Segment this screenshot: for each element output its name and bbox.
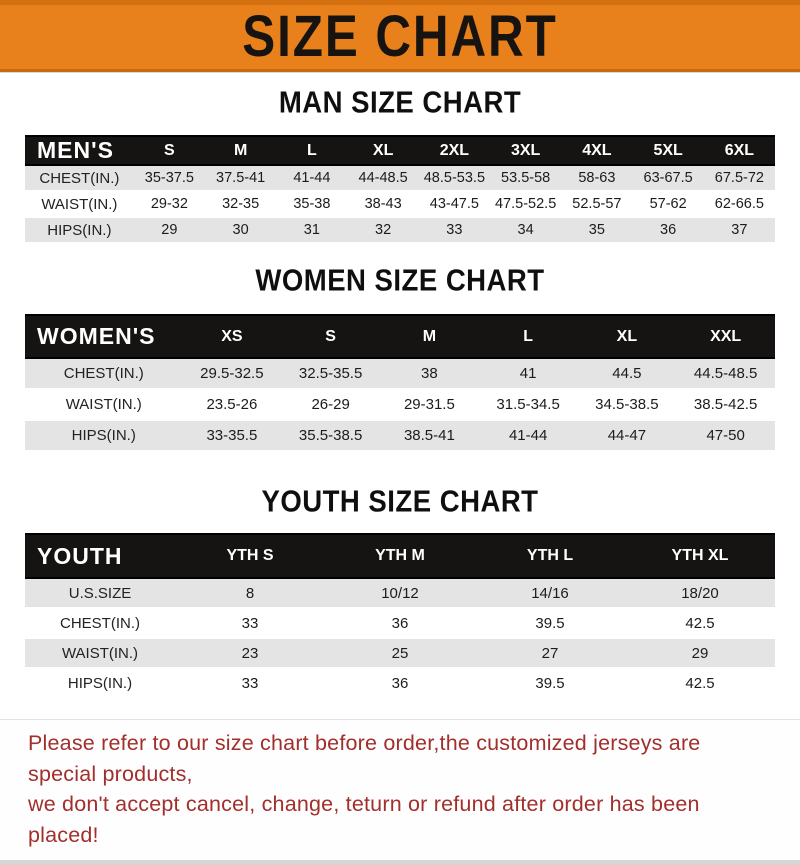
size-value-cell: 23.5-26 — [183, 390, 282, 421]
size-value-cell: 38 — [380, 359, 479, 390]
size-value-cell: 38.5-41 — [380, 421, 479, 452]
row-label: U.S.SIZE — [25, 579, 175, 609]
size-value-cell: 33 — [175, 669, 325, 699]
men-size-table — [25, 135, 775, 244]
table-row — [25, 359, 775, 390]
size-value-cell: 44-48.5 — [348, 166, 419, 192]
size-value-cell: 31.5-34.5 — [479, 390, 578, 421]
column-header: YTH S — [175, 533, 325, 579]
size-value-cell: 32-35 — [205, 192, 276, 218]
size-value-cell: 43-47.5 — [419, 192, 490, 218]
size-value-cell: 36 — [325, 669, 475, 699]
size-value-cell: 18/20 — [625, 579, 775, 609]
size-value-cell: 38-43 — [348, 192, 419, 218]
section-youth — [0, 486, 800, 699]
table-row — [25, 166, 775, 192]
size-value-cell: 35 — [561, 218, 632, 244]
table-row — [25, 609, 775, 639]
banner — [0, 0, 800, 72]
footer-note — [0, 719, 800, 865]
size-value-cell: 29 — [625, 639, 775, 669]
table-header-row — [25, 314, 775, 359]
men-section-title: MAN SIZE CHART — [278, 86, 522, 120]
table-row — [25, 421, 775, 452]
size-value-cell: 42.5 — [625, 609, 775, 639]
column-header: XXL — [676, 314, 775, 359]
column-header: L — [479, 314, 578, 359]
section-women — [0, 265, 800, 452]
size-value-cell: 48.5-53.5 — [419, 166, 490, 192]
column-header: 4XL — [561, 135, 632, 166]
footer-line-2: we don't accept cancel, change, teturn or refund after order has been placed! — [28, 792, 700, 847]
size-value-cell: 44.5 — [578, 359, 677, 390]
size-value-cell: 8 — [175, 579, 325, 609]
table-row — [25, 669, 775, 699]
column-header: YTH XL — [625, 533, 775, 579]
size-value-cell: 29-32 — [134, 192, 205, 218]
size-value-cell: 33 — [175, 609, 325, 639]
size-value-cell: 39.5 — [475, 669, 625, 699]
footer-line-1: Please refer to our size chart before order,the customized jerseys are special products, — [28, 731, 701, 786]
table-row — [25, 192, 775, 218]
size-value-cell: 63-67.5 — [633, 166, 704, 192]
table-row — [25, 390, 775, 421]
size-value-cell: 39.5 — [475, 609, 625, 639]
table-header-row — [25, 135, 775, 166]
youth-section-title: YOUTH SIZE CHART — [261, 485, 539, 519]
row-label: HIPS(IN.) — [25, 218, 134, 244]
size-value-cell: 29 — [134, 218, 205, 244]
size-value-cell: 62-66.5 — [704, 192, 775, 218]
row-label: HIPS(IN.) — [25, 669, 175, 699]
women-size-table — [25, 314, 775, 452]
size-value-cell: 34.5-38.5 — [578, 390, 677, 421]
section-men — [0, 87, 800, 244]
size-value-cell: 44.5-48.5 — [676, 359, 775, 390]
size-value-cell: 36 — [633, 218, 704, 244]
column-header: M — [205, 135, 276, 166]
size-value-cell: 37 — [704, 218, 775, 244]
column-header: XL — [578, 314, 677, 359]
size-value-cell: 29.5-32.5 — [183, 359, 282, 390]
table-header-row — [25, 533, 775, 579]
size-value-cell: 14/16 — [475, 579, 625, 609]
size-value-cell: 26-29 — [281, 390, 380, 421]
size-value-cell: 35-38 — [276, 192, 347, 218]
column-header: XL — [348, 135, 419, 166]
table-corner-label: MEN'S — [25, 135, 134, 166]
size-value-cell: 34 — [490, 218, 561, 244]
size-value-cell: 35-37.5 — [134, 166, 205, 192]
size-value-cell: 52.5-57 — [561, 192, 632, 218]
size-value-cell: 35.5-38.5 — [281, 421, 380, 452]
column-header: S — [134, 135, 205, 166]
table-row — [25, 218, 775, 244]
size-value-cell: 29-31.5 — [380, 390, 479, 421]
size-value-cell: 44-47 — [578, 421, 677, 452]
size-value-cell: 33 — [419, 218, 490, 244]
size-value-cell: 58-63 — [561, 166, 632, 192]
size-value-cell: 36 — [325, 609, 475, 639]
column-header: M — [380, 314, 479, 359]
size-value-cell: 53.5-58 — [490, 166, 561, 192]
column-header: 6XL — [704, 135, 775, 166]
row-label: WAIST(IN.) — [25, 192, 134, 218]
size-value-cell: 41 — [479, 359, 578, 390]
column-header: YTH L — [475, 533, 625, 579]
size-value-cell: 67.5-72 — [704, 166, 775, 192]
table-row — [25, 639, 775, 669]
women-section-title: WOMEN SIZE CHART — [255, 264, 545, 298]
row-label: CHEST(IN.) — [25, 609, 175, 639]
row-label: HIPS(IN.) — [25, 421, 183, 452]
size-value-cell: 31 — [276, 218, 347, 244]
size-value-cell: 38.5-42.5 — [676, 390, 775, 421]
page-title: SIZE CHART — [242, 4, 558, 70]
size-value-cell: 32 — [348, 218, 419, 244]
size-value-cell: 10/12 — [325, 579, 475, 609]
size-value-cell: 41-44 — [276, 166, 347, 192]
row-label: CHEST(IN.) — [25, 166, 134, 192]
column-header: YTH M — [325, 533, 475, 579]
column-header: L — [276, 135, 347, 166]
column-header: S — [281, 314, 380, 359]
row-label: CHEST(IN.) — [25, 359, 183, 390]
youth-size-table — [25, 533, 775, 699]
size-value-cell: 41-44 — [479, 421, 578, 452]
size-value-cell: 42.5 — [625, 669, 775, 699]
size-value-cell: 27 — [475, 639, 625, 669]
size-value-cell: 57-62 — [633, 192, 704, 218]
row-label: WAIST(IN.) — [25, 639, 175, 669]
column-header: 5XL — [633, 135, 704, 166]
row-label: WAIST(IN.) — [25, 390, 183, 421]
table-corner-label: WOMEN'S — [25, 314, 183, 359]
size-value-cell: 25 — [325, 639, 475, 669]
size-value-cell: 33-35.5 — [183, 421, 282, 452]
size-value-cell: 23 — [175, 639, 325, 669]
size-value-cell: 47.5-52.5 — [490, 192, 561, 218]
column-header: 2XL — [419, 135, 490, 166]
size-value-cell: 37.5-41 — [205, 166, 276, 192]
column-header: 3XL — [490, 135, 561, 166]
table-row — [25, 579, 775, 609]
size-value-cell: 32.5-35.5 — [281, 359, 380, 390]
size-value-cell: 30 — [205, 218, 276, 244]
column-header: XS — [183, 314, 282, 359]
table-corner-label: YOUTH — [25, 533, 175, 579]
size-value-cell: 47-50 — [676, 421, 775, 452]
